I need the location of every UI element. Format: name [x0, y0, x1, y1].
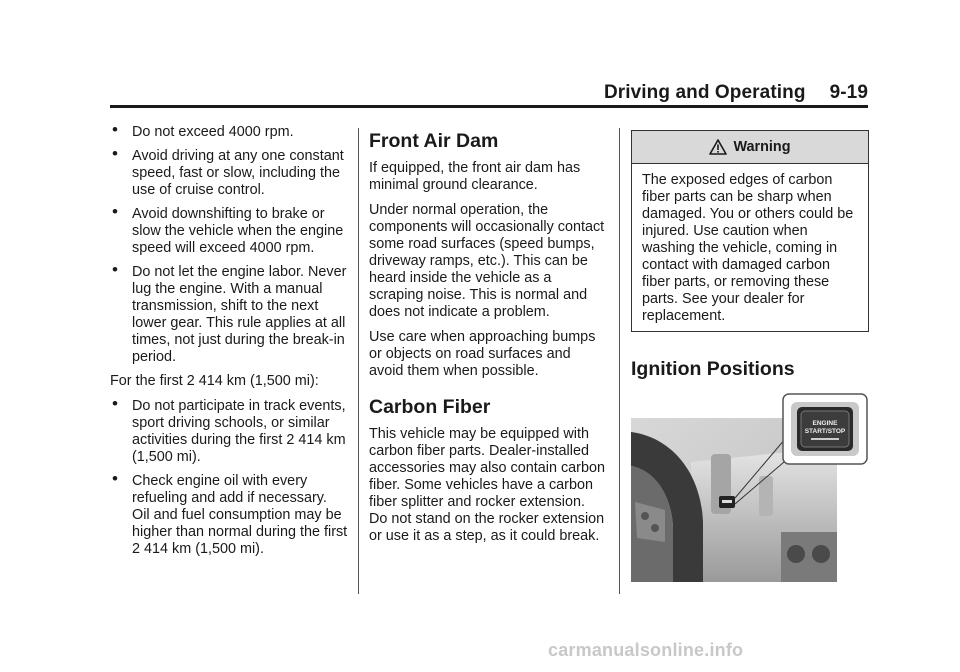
list-item: • Avoid downshifting to brake or slow the vehicle when the engine speed will exceed 4000 rpm. [112, 202, 344, 256]
page-header [604, 82, 868, 104]
column-divider [358, 128, 359, 594]
warning-title: Warning [733, 138, 791, 155]
watermark: carmanualsonline.info [548, 640, 744, 660]
header-rule [110, 105, 868, 108]
bullet-icon: • [112, 202, 118, 221]
paragraph: If equipped, the front air dam has minimal ground clearance. [369, 160, 581, 193]
front-air-dam-heading: Front Air Dam [369, 130, 499, 152]
column-3 [631, 130, 869, 582]
column-2 [369, 130, 607, 553]
warning-box [631, 130, 869, 332]
column-divider [619, 128, 620, 594]
list-item: • Do not let the engine labor. Never lug the engine. With a manual transmission, shift to the next lower gear. This rule applies at all times, not just during the break-in period. [112, 260, 347, 365]
list-item: • Avoid driving at any one constant speed, fast or slow, including the use of cruise control. [112, 144, 344, 198]
warning-body: The exposed edges of carbon fiber parts can be sharp when damaged. You or others could be injured. Use caution when washing the vehicle, coming in contact with damaged carbon fiber parts, or removing these parts. See your dealer for replacement. [642, 172, 854, 324]
section-title: Driving and Operating [603, 82, 806, 103]
paragraph: Use care when approaching bumps or objects on road surfaces and avoid them when possible. [369, 329, 596, 379]
carbon-fiber-heading: Carbon Fiber [369, 396, 491, 418]
start-stop-button-label: START/STOP [804, 428, 846, 435]
list-item: • Check engine oil with every refueling and add if necessary. Oil and fuel consumption may be higher than normal during the first 2 414 km (1,500 mi). [112, 469, 348, 557]
list-item: • Do not exceed 4000 rpm. [112, 120, 294, 140]
bullet-icon: • [112, 120, 118, 139]
warning-icon [709, 139, 727, 155]
dashboard-illustration [631, 392, 869, 582]
paragraph: Under normal operation, the components will occasionally contact some road surfaces (speed bumps, driveway ramps, etc.). This can be heard inside the vehicle as a scraping noise. This is normal and does not indicate a problem. [369, 202, 605, 320]
list-item: • Do not participate in track events, sport driving schools, or similar activities during the first 2 414 km (1,500 mi). [112, 394, 346, 465]
ignition-photo [631, 392, 869, 582]
bullet-icon: • [112, 144, 118, 163]
engine-button-label: ENGINE [812, 420, 838, 427]
paragraph: This vehicle may be equipped with carbon fiber parts. Dealer-installed accessories may also contain carbon fiber. Some vehicles have a carbon fiber splitter and rocker extension. Do not stand on the rocker extension or use it as a step, as it could break. [369, 426, 605, 544]
page-number: 9-19 [829, 82, 868, 103]
bullet-icon: • [112, 394, 118, 413]
warning-header [632, 131, 868, 164]
bullet-icon: • [112, 260, 118, 279]
bullet-icon: • [112, 469, 118, 488]
ignition-positions-heading: Ignition Positions [631, 358, 795, 380]
break-in-intro: For the first 2 414 km (1,500 mi): [110, 373, 319, 389]
column-1 [110, 120, 348, 565]
